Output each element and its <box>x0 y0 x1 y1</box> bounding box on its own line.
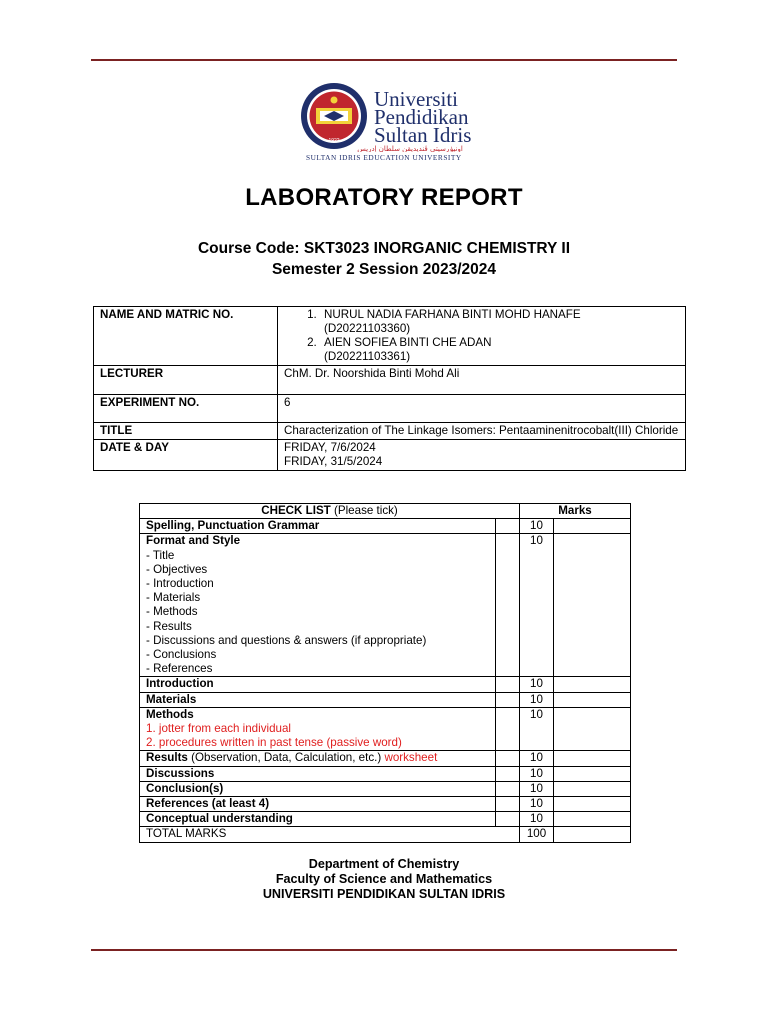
name-label: NAME AND MATRIC NO. <box>94 307 278 366</box>
checklist-row <box>140 751 631 766</box>
tick-box[interactable] <box>496 519 520 534</box>
tick-box[interactable] <box>496 534 520 677</box>
checklist-header <box>140 504 520 519</box>
total-marks: 100 <box>520 827 554 842</box>
checklist-row <box>140 766 631 781</box>
score-box[interactable] <box>554 797 631 812</box>
name-row <box>94 307 686 366</box>
experiment-value: 6 <box>278 395 686 423</box>
criterion-format <box>140 534 496 677</box>
tick-box[interactable] <box>496 797 520 812</box>
criterion-label: Format and Style <box>146 534 241 548</box>
score-box[interactable] <box>554 692 631 707</box>
score-box[interactable] <box>554 781 631 796</box>
marks-value: 10 <box>520 707 554 751</box>
checklist-table <box>139 503 631 843</box>
marks-value: 10 <box>520 534 554 677</box>
marks-value: 10 <box>520 797 554 812</box>
checklist-row <box>140 692 631 707</box>
marks-value: 10 <box>520 519 554 534</box>
title-row <box>94 423 686 440</box>
student-item <box>320 308 679 336</box>
date-line: FRIDAY, 7/6/2024 <box>284 441 376 454</box>
score-box[interactable] <box>554 812 631 827</box>
checklist-row <box>140 519 631 534</box>
bottom-rule <box>91 949 677 951</box>
marks-value: 10 <box>520 677 554 692</box>
upsi-emblem-icon <box>300 82 475 152</box>
date-value <box>278 440 686 471</box>
svg-text:Pendidikan: Pendidikan <box>374 105 469 129</box>
criterion-label: Spelling, Punctuation Grammar <box>140 519 496 534</box>
format-item: - References <box>146 662 213 676</box>
methods-note: 1. jotter from each individual <box>146 722 291 736</box>
format-item: - Results <box>146 619 192 633</box>
criterion-label: Conclusion(s) <box>140 781 496 796</box>
total-row <box>140 827 631 842</box>
marks-value: 10 <box>520 751 554 766</box>
university-name: UNIVERSITI PENDIDIKAN SULTAN IDRIS <box>262 887 506 901</box>
student-item <box>320 336 679 364</box>
student-matric: (D20221103361) <box>324 350 411 363</box>
checklist-row <box>140 707 631 751</box>
checklist-row <box>140 534 631 677</box>
logo-tagline: SULTAN IDRIS EDUCATION UNIVERSITY <box>306 153 462 162</box>
checklist-row <box>140 812 631 827</box>
criterion-label: Methods <box>146 707 194 721</box>
checklist-row <box>140 781 631 796</box>
marks-value: 10 <box>520 781 554 796</box>
date-label: DATE & DAY <box>94 440 278 471</box>
student-matric: (D20221103360) <box>324 322 411 335</box>
criterion-label: Introduction <box>140 677 496 692</box>
tick-box[interactable] <box>496 677 520 692</box>
student-name: NURUL NADIA FARHANA BINTI MOHD HANAFE <box>324 308 581 321</box>
format-item: - Methods <box>146 605 198 619</box>
course-code: Course Code: SKT3023 INORGANIC CHEMISTRY II <box>197 240 571 257</box>
total-label: TOTAL MARKS <box>140 827 520 842</box>
score-box[interactable] <box>554 766 631 781</box>
tick-box[interactable] <box>496 692 520 707</box>
student-name: AIEN SOFIEA BINTI CHE ADAN <box>324 336 492 349</box>
checklist-row <box>140 677 631 692</box>
criterion-methods <box>140 707 496 751</box>
criterion-label: References (at least 4) <box>140 797 496 812</box>
format-item: - Materials <box>146 591 201 605</box>
top-rule <box>91 59 677 61</box>
format-item: - Title <box>146 548 175 562</box>
marks-header: Marks <box>520 504 631 519</box>
methods-note: 2. procedures written in past tense (passive word) <box>146 736 402 750</box>
experiment-label: EXPERIMENT NO. <box>94 395 278 423</box>
checklist-row <box>140 797 631 812</box>
score-box[interactable] <box>554 677 631 692</box>
svg-text:اونيۏرسيتي ڤنديديقن سلطان إدري: اونيۏرسيتي ڤنديديقن سلطان إدريس <box>357 145 463 152</box>
tick-box[interactable] <box>496 751 520 766</box>
university-logo <box>300 82 475 164</box>
report-title: LABORATORY REPORT <box>245 184 523 211</box>
criterion-label: Materials <box>140 692 496 707</box>
results-detail: (Observation, Data, Calculation, etc.) <box>191 751 382 765</box>
tick-box[interactable] <box>496 812 520 827</box>
format-item: - Conclusions <box>146 648 217 662</box>
criterion-results <box>140 751 496 766</box>
lecturer-row <box>94 366 686 395</box>
format-item: - Objectives <box>146 562 208 576</box>
date-row <box>94 440 686 471</box>
experiment-row <box>94 395 686 423</box>
results-note: worksheet <box>384 751 438 765</box>
department: Department of Chemistry <box>308 857 460 871</box>
score-box[interactable] <box>554 707 631 751</box>
student-list <box>278 307 686 366</box>
title-value: Characterization of The Linkage Isomers: Pentaaminenitrocobalt(III) Chloride <box>278 423 686 440</box>
total-score-box[interactable] <box>554 827 631 842</box>
tick-box[interactable] <box>496 707 520 751</box>
marks-value: 10 <box>520 812 554 827</box>
format-item: - Discussions and questions & answers (if appropriate) <box>146 633 427 647</box>
score-box[interactable] <box>554 751 631 766</box>
student-info-table <box>93 306 686 471</box>
marks-value: 10 <box>520 766 554 781</box>
faculty: Faculty of Science and Mathematics <box>275 872 493 886</box>
marks-value: 10 <box>520 692 554 707</box>
svg-text:Sultan Idris: Sultan Idris <box>374 123 472 147</box>
criterion-label: Results <box>146 751 188 765</box>
score-box[interactable] <box>554 519 631 534</box>
lecturer-label: LECTURER <box>94 366 278 395</box>
svg-text:1922: 1922 <box>328 138 340 144</box>
svg-text:Universiti: Universiti <box>374 87 458 111</box>
title-label: TITLE <box>94 423 278 440</box>
lecturer-value: ChM. Dr. Noorshida Binti Mohd Ali <box>278 366 686 395</box>
date-line: FRIDAY, 31/5/2024 <box>284 455 383 468</box>
tick-box[interactable] <box>496 766 520 781</box>
checklist-title: CHECK LIST <box>261 504 331 517</box>
footer <box>0 857 768 902</box>
score-box[interactable] <box>554 534 631 677</box>
checklist-header-row <box>140 504 631 519</box>
format-item: - Introduction <box>146 577 214 591</box>
semester-session: Semester 2 Session 2023/2024 <box>271 261 497 278</box>
checklist-note: (Please tick) <box>334 504 398 517</box>
tick-box[interactable] <box>496 781 520 796</box>
criterion-label: Conceptual understanding <box>140 812 496 827</box>
criterion-label: Discussions <box>140 766 496 781</box>
